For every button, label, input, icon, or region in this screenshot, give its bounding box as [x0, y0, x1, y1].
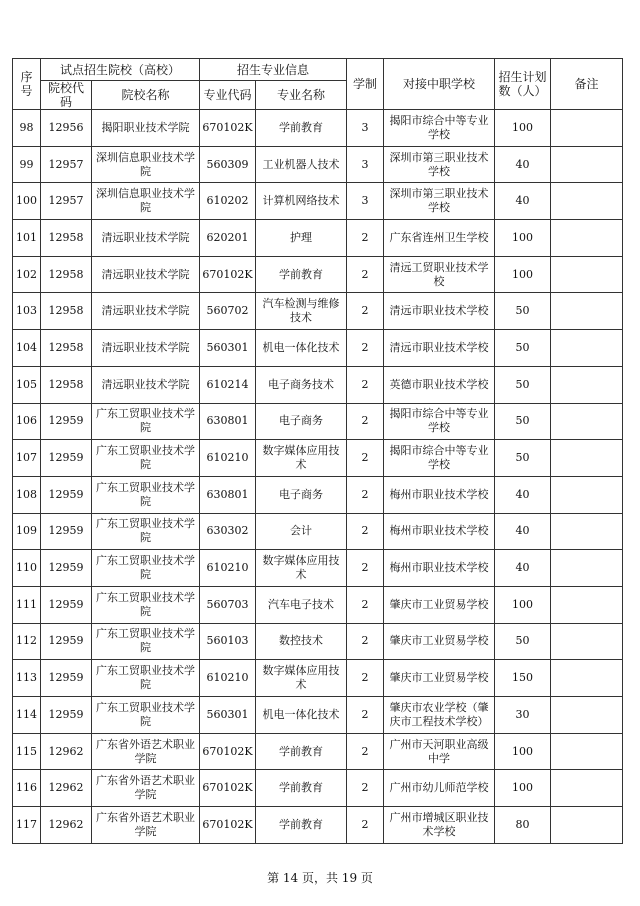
cell-school-code: 12959 — [41, 586, 92, 623]
cell-major-name: 学前教育 — [256, 110, 347, 147]
cell-school-name: 广东工贸职业技术学院 — [92, 660, 200, 697]
cell-partner-school: 清远工贸职业技术学校 — [384, 256, 495, 293]
cell-plan: 150 — [495, 660, 551, 697]
cell-school-name: 广东工贸职业技术学院 — [92, 440, 200, 477]
cell-major-name: 汽车检测与维修技术 — [256, 293, 347, 330]
cell-duration: 2 — [347, 440, 384, 477]
cell-remark — [551, 586, 623, 623]
table-row — [13, 476, 623, 513]
cell-school-code: 12958 — [41, 366, 92, 403]
cell-school-code: 12959 — [41, 440, 92, 477]
cell-duration: 2 — [347, 403, 384, 440]
cell-school-name: 深圳信息职业技术学院 — [92, 183, 200, 220]
cell-school-name: 清远职业技术学院 — [92, 366, 200, 403]
cell-remark — [551, 293, 623, 330]
cell-partner-school: 深圳市第三职业技术学校 — [384, 183, 495, 220]
table-row — [13, 513, 623, 550]
cell-remark — [551, 440, 623, 477]
cell-duration: 2 — [347, 660, 384, 697]
cell-major-code: 610214 — [200, 366, 256, 403]
cell-seq: 110 — [13, 550, 41, 587]
cell-plan: 40 — [495, 476, 551, 513]
table-row — [13, 366, 623, 403]
cell-plan: 50 — [495, 330, 551, 367]
cell-school-code: 12959 — [41, 476, 92, 513]
table-body — [13, 110, 623, 844]
header-pilot-school: 试点招生院校（高校） — [41, 59, 200, 81]
cell-plan: 100 — [495, 733, 551, 770]
cell-school-name: 广东工贸职业技术学院 — [92, 550, 200, 587]
cell-partner-school: 清远市职业技术学校 — [384, 293, 495, 330]
header-partner-school: 对接中职学校 — [384, 59, 495, 110]
table-row — [13, 770, 623, 807]
cell-partner-school: 梅州市职业技术学校 — [384, 513, 495, 550]
cell-remark — [551, 770, 623, 807]
cell-school-code: 12957 — [41, 183, 92, 220]
enrollment-table — [12, 58, 623, 844]
table-row — [13, 623, 623, 660]
cell-plan: 50 — [495, 440, 551, 477]
cell-seq: 108 — [13, 476, 41, 513]
cell-duration: 2 — [347, 513, 384, 550]
cell-school-code: 12958 — [41, 256, 92, 293]
table-row — [13, 330, 623, 367]
cell-major-code: 610210 — [200, 660, 256, 697]
cell-plan: 50 — [495, 293, 551, 330]
cell-seq: 103 — [13, 293, 41, 330]
cell-plan: 50 — [495, 403, 551, 440]
cell-remark — [551, 660, 623, 697]
cell-partner-school: 肇庆市工业贸易学校 — [384, 623, 495, 660]
cell-major-name: 数控技术 — [256, 623, 347, 660]
cell-major-name: 学前教育 — [256, 807, 347, 844]
cell-remark — [551, 476, 623, 513]
cell-major-code: 670102K — [200, 807, 256, 844]
cell-school-code: 12959 — [41, 550, 92, 587]
header-plan: 招生计划数（人） — [495, 59, 551, 110]
cell-plan: 50 — [495, 623, 551, 660]
table-row — [13, 440, 623, 477]
cell-major-name: 工业机器人技术 — [256, 146, 347, 183]
cell-plan: 40 — [495, 146, 551, 183]
cell-school-name: 广东省外语艺术职业学院 — [92, 770, 200, 807]
cell-school-code: 12959 — [41, 623, 92, 660]
cell-school-name: 清远职业技术学院 — [92, 256, 200, 293]
cell-partner-school: 梅州市职业技术学校 — [384, 550, 495, 587]
cell-major-code: 560301 — [200, 330, 256, 367]
table-row — [13, 183, 623, 220]
cell-school-name: 广东省外语艺术职业学院 — [92, 807, 200, 844]
cell-seq: 104 — [13, 330, 41, 367]
cell-major-code: 670102K — [200, 110, 256, 147]
cell-plan: 100 — [495, 256, 551, 293]
cell-major-name: 数字媒体应用技术 — [256, 660, 347, 697]
header-school-code: 院校代码 — [41, 81, 92, 110]
cell-major-name: 汽车电子技术 — [256, 586, 347, 623]
cell-school-code: 12962 — [41, 733, 92, 770]
cell-remark — [551, 330, 623, 367]
cell-major-code: 610202 — [200, 183, 256, 220]
cell-major-code: 620201 — [200, 220, 256, 257]
cell-seq: 102 — [13, 256, 41, 293]
cell-plan: 40 — [495, 513, 551, 550]
cell-school-name: 广东工贸职业技术学院 — [92, 513, 200, 550]
cell-school-code: 12959 — [41, 513, 92, 550]
cell-school-code: 12958 — [41, 293, 92, 330]
cell-remark — [551, 220, 623, 257]
page-footer: 第 14 页，共 19 页 — [267, 871, 373, 885]
cell-major-code: 630801 — [200, 476, 256, 513]
cell-remark — [551, 256, 623, 293]
cell-partner-school: 梅州市职业技术学校 — [384, 476, 495, 513]
cell-school-code: 12962 — [41, 807, 92, 844]
table-row — [13, 293, 623, 330]
cell-duration: 3 — [347, 146, 384, 183]
cell-seq: 99 — [13, 146, 41, 183]
cell-major-code: 610210 — [200, 440, 256, 477]
cell-duration: 2 — [347, 733, 384, 770]
table-row — [13, 660, 623, 697]
cell-major-name: 学前教育 — [256, 770, 347, 807]
cell-remark — [551, 697, 623, 734]
cell-school-code: 12959 — [41, 660, 92, 697]
cell-school-code: 12958 — [41, 330, 92, 367]
cell-remark — [551, 183, 623, 220]
cell-duration: 2 — [347, 623, 384, 660]
cell-major-name: 学前教育 — [256, 256, 347, 293]
cell-school-name: 深圳信息职业技术学院 — [92, 146, 200, 183]
table-row — [13, 146, 623, 183]
cell-partner-school: 广州市增城区职业技术学校 — [384, 807, 495, 844]
cell-partner-school: 肇庆市农业学校（肇庆市工程技术学校） — [384, 697, 495, 734]
cell-school-name: 揭阳职业技术学院 — [92, 110, 200, 147]
table-row — [13, 220, 623, 257]
cell-major-code: 560301 — [200, 697, 256, 734]
cell-major-name: 电子商务 — [256, 476, 347, 513]
cell-duration: 2 — [347, 330, 384, 367]
cell-duration: 2 — [347, 476, 384, 513]
cell-partner-school: 英德市职业技术学校 — [384, 366, 495, 403]
cell-major-name: 机电一体化技术 — [256, 697, 347, 734]
cell-seq: 105 — [13, 366, 41, 403]
cell-remark — [551, 403, 623, 440]
cell-duration: 2 — [347, 697, 384, 734]
cell-remark — [551, 513, 623, 550]
cell-school-name: 清远职业技术学院 — [92, 293, 200, 330]
cell-partner-school: 深圳市第三职业技术学校 — [384, 146, 495, 183]
cell-remark — [551, 807, 623, 844]
cell-seq: 107 — [13, 440, 41, 477]
cell-major-name: 学前教育 — [256, 733, 347, 770]
cell-seq: 113 — [13, 660, 41, 697]
cell-plan: 30 — [495, 697, 551, 734]
cell-major-code: 670102K — [200, 733, 256, 770]
cell-school-name: 广东工贸职业技术学院 — [92, 586, 200, 623]
cell-plan: 50 — [495, 366, 551, 403]
cell-seq: 100 — [13, 183, 41, 220]
cell-school-code: 12962 — [41, 770, 92, 807]
cell-seq: 111 — [13, 586, 41, 623]
cell-duration: 2 — [347, 770, 384, 807]
cell-seq: 115 — [13, 733, 41, 770]
cell-partner-school: 肇庆市工业贸易学校 — [384, 586, 495, 623]
table-row — [13, 550, 623, 587]
cell-major-code: 560703 — [200, 586, 256, 623]
cell-seq: 117 — [13, 807, 41, 844]
cell-duration: 2 — [347, 256, 384, 293]
cell-school-code: 12959 — [41, 403, 92, 440]
header-seq: 序号 — [13, 59, 41, 110]
cell-school-name: 广东省外语艺术职业学院 — [92, 733, 200, 770]
cell-school-name: 清远职业技术学院 — [92, 330, 200, 367]
cell-plan: 100 — [495, 770, 551, 807]
cell-plan: 100 — [495, 586, 551, 623]
cell-remark — [551, 623, 623, 660]
cell-major-code: 560309 — [200, 146, 256, 183]
cell-duration: 2 — [347, 807, 384, 844]
cell-major-code: 560702 — [200, 293, 256, 330]
cell-duration: 2 — [347, 293, 384, 330]
cell-school-name: 广东工贸职业技术学院 — [92, 403, 200, 440]
cell-partner-school: 清远市职业技术学校 — [384, 330, 495, 367]
cell-seq: 106 — [13, 403, 41, 440]
cell-partner-school: 揭阳市综合中等专业学校 — [384, 440, 495, 477]
cell-major-name: 会计 — [256, 513, 347, 550]
cell-major-name: 数字媒体应用技术 — [256, 550, 347, 587]
cell-major-name: 护理 — [256, 220, 347, 257]
cell-major-code: 670102K — [200, 256, 256, 293]
cell-partner-school: 揭阳市综合中等专业学校 — [384, 403, 495, 440]
cell-school-code: 12958 — [41, 220, 92, 257]
cell-major-code: 560103 — [200, 623, 256, 660]
cell-school-name: 广东工贸职业技术学院 — [92, 476, 200, 513]
table-row — [13, 110, 623, 147]
cell-duration: 2 — [347, 586, 384, 623]
cell-major-name: 数字媒体应用技术 — [256, 440, 347, 477]
cell-remark — [551, 146, 623, 183]
header-duration: 学制 — [347, 59, 384, 110]
table-row — [13, 733, 623, 770]
cell-partner-school: 揭阳市综合中等专业学校 — [384, 110, 495, 147]
cell-remark — [551, 366, 623, 403]
header-row-top — [13, 59, 623, 81]
cell-major-name: 电子商务 — [256, 403, 347, 440]
cell-seq: 116 — [13, 770, 41, 807]
cell-major-code: 630801 — [200, 403, 256, 440]
cell-school-code: 12959 — [41, 697, 92, 734]
header-major-info: 招生专业信息 — [200, 59, 347, 81]
cell-school-name: 广东工贸职业技术学院 — [92, 697, 200, 734]
cell-partner-school: 广州市幼儿师范学校 — [384, 770, 495, 807]
cell-major-name: 电子商务技术 — [256, 366, 347, 403]
cell-school-code: 12956 — [41, 110, 92, 147]
table-row — [13, 807, 623, 844]
cell-major-code: 630302 — [200, 513, 256, 550]
header-remark: 备注 — [551, 59, 623, 110]
cell-duration: 3 — [347, 110, 384, 147]
table-row — [13, 403, 623, 440]
cell-partner-school: 广东省连州卫生学校 — [384, 220, 495, 257]
cell-duration: 2 — [347, 220, 384, 257]
cell-partner-school: 肇庆市工业贸易学校 — [384, 660, 495, 697]
cell-duration: 2 — [347, 366, 384, 403]
cell-remark — [551, 550, 623, 587]
table-row — [13, 586, 623, 623]
cell-seq: 114 — [13, 697, 41, 734]
cell-plan: 40 — [495, 183, 551, 220]
cell-major-code: 610210 — [200, 550, 256, 587]
cell-remark — [551, 110, 623, 147]
cell-major-name: 机电一体化技术 — [256, 330, 347, 367]
cell-seq: 109 — [13, 513, 41, 550]
cell-school-name: 广东工贸职业技术学院 — [92, 623, 200, 660]
table-row — [13, 697, 623, 734]
cell-remark — [551, 733, 623, 770]
cell-seq: 98 — [13, 110, 41, 147]
cell-seq: 101 — [13, 220, 41, 257]
header-major-name: 专业名称 — [256, 81, 347, 110]
cell-duration: 2 — [347, 550, 384, 587]
cell-plan: 100 — [495, 110, 551, 147]
header-school-name: 院校名称 — [92, 81, 200, 110]
cell-plan: 100 — [495, 220, 551, 257]
cell-major-code: 670102K — [200, 770, 256, 807]
table-row — [13, 256, 623, 293]
cell-duration: 3 — [347, 183, 384, 220]
cell-school-code: 12957 — [41, 146, 92, 183]
cell-school-name: 清远职业技术学院 — [92, 220, 200, 257]
cell-plan: 80 — [495, 807, 551, 844]
cell-partner-school: 广州市天河职业高级中学 — [384, 733, 495, 770]
cell-major-name: 计算机网络技术 — [256, 183, 347, 220]
cell-seq: 112 — [13, 623, 41, 660]
cell-plan: 40 — [495, 550, 551, 587]
header-major-code: 专业代码 — [200, 81, 256, 110]
